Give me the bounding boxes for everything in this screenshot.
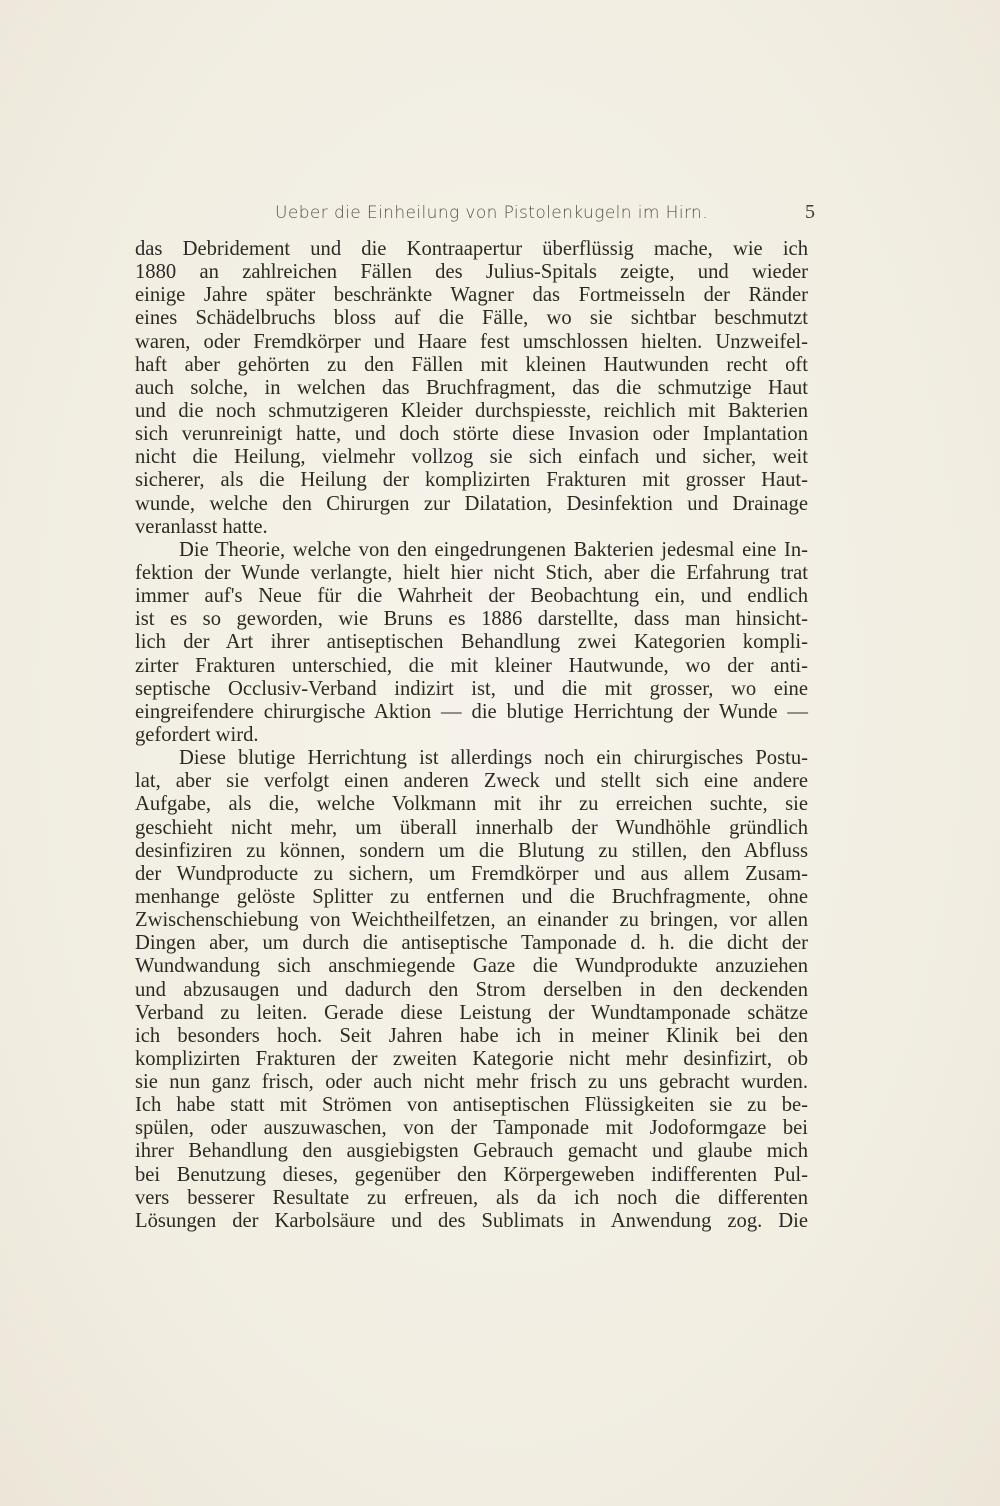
text-line: menhange gelöste Splitter zu entfernen und die Bruchfragmente, ohne	[135, 885, 808, 908]
text-line: Dingen aber, um durch die antiseptische Tamponade d. h. die dicht der	[135, 932, 808, 955]
page-number: 5	[805, 201, 815, 223]
text-line: eingreifendere chirurgische Aktion — die blutige Herrichtung der Wunde —	[135, 700, 808, 723]
text-line: bei Benutzung dieses, gegenüber den Körpergeweben indifferenten Pul-	[135, 1163, 808, 1186]
text-line: geschieht nicht mehr, um überall innerhalb der Wundhöhle gründlich	[135, 816, 808, 839]
text-line: ist es so geworden, wie Bruns es 1886 darstellte, dass man hinsicht-	[135, 608, 808, 631]
text-line: haft aber gehörten zu den Fällen mit kleinen Hautwunden recht oft	[135, 353, 808, 376]
text-line: Lösungen der Karbolsäure und des Sublimats in Anwendung zog. Die	[135, 1209, 808, 1232]
text-line: Zwischenschiebung von Weichtheilfetzen, an einander zu bringen, vor allen	[135, 909, 808, 932]
text-line: und die noch schmutzigeren Kleider durchspiesste, reichlich mit Bakterien	[135, 399, 808, 422]
text-line: sie nun ganz frisch, oder auch nicht mehr frisch zu uns gebracht wurden.	[135, 1071, 808, 1094]
page-header	[135, 203, 815, 227]
text-line: zirter Frakturen unterschied, die mit kleiner Hautwunde, wo der anti-	[135, 654, 808, 677]
text-line: einige Jahre später beschränkte Wagner das Fortmeisseln der Ränder	[135, 284, 808, 307]
text-line: Verband zu leiten. Gerade diese Leistung der Wundtamponade schätze	[135, 1001, 808, 1024]
text-line: lich der Art ihrer antiseptischen Behandlung zwei Kategorien kompli-	[135, 631, 808, 654]
text-line: spülen, oder auszuwaschen, von der Tamponade mit Jodoformgaze bei	[135, 1117, 808, 1140]
text-line: septische Occlusiv-Verband indizirt ist, und die mit grosser, wo eine	[135, 677, 808, 700]
text-line: 1880 an zahlreichen Fällen des Julius-Spitals zeigte, und wieder	[135, 261, 808, 284]
text-line: nicht die Heilung, vielmehr vollzog sie sich einfach und sicher, weit	[135, 446, 808, 469]
text-line: wunde, welche den Chirurgen zur Dilatation, Desinfektion und Drainage	[135, 492, 808, 515]
paragraph	[135, 238, 808, 539]
running-head: Ueber die Einheilung von Pistolenkugeln im Hirn.	[275, 203, 709, 223]
text-line: immer auf's Neue für die Wahrheit der Beobachtung ein, und endlich	[135, 585, 808, 608]
text-line: komplizirten Frakturen der zweiten Kategorie nicht mehr desinfizirt, ob	[135, 1047, 808, 1070]
text-line: sich verunreinigt hatte, und doch störte diese Invasion oder Implantation	[135, 423, 808, 446]
text-line: veranlasst hatte.	[135, 515, 268, 538]
text-line: sicherer, als die Heilung der komplizirten Frakturen mit grosser Haut-	[135, 469, 808, 492]
text-line: vers besserer Resultate zu erfreuen, als da ich noch die differenten	[135, 1186, 808, 1209]
text-line: und abzusaugen und dadurch den Strom derselben in den deckenden	[135, 978, 808, 1001]
text-line: der Wundproducte zu sichern, um Fremdkörper und aus allem Zusam-	[135, 862, 808, 885]
text-line: ich besonders hoch. Seit Jahren habe ich in meiner Klinik bei den	[135, 1024, 808, 1047]
text-line: desinfiziren zu können, sondern um die Blutung zu stillen, den Abfluss	[135, 839, 808, 862]
text-line: das Debridement und die Kontraapertur überflüssig mache, wie ich	[135, 238, 808, 260]
body-text	[135, 238, 808, 1233]
paragraph	[135, 539, 808, 747]
text-line: Die Theorie, welche von den eingedrungenen Bakterien jedesmal eine In-	[179, 538, 808, 561]
text-line: Wundwandung sich anschmiegende Gaze die Wundprodukte anzuziehen	[135, 955, 808, 978]
text-line: waren, oder Fremdkörper und Haare fest umschlossen hielten. Unzweifel-	[135, 330, 808, 353]
text-line: Ich habe statt mit Strömen von antiseptischen Flüssigkeiten sie zu be-	[135, 1094, 808, 1117]
text-line: auch solche, in welchen das Bruchfragment, das die schmutzige Haut	[135, 376, 808, 399]
text-line: Aufgabe, als die, welche Volkmann mit ihr zu erreichen suchte, sie	[135, 793, 808, 816]
text-line: lat, aber sie verfolgt einen anderen Zweck und stellt sich eine andere	[135, 770, 808, 793]
text-line: eines Schädelbruchs bloss auf die Fälle, wo sie sichtbar beschmutzt	[135, 307, 808, 330]
text-line: ihrer Behandlung den ausgiebigsten Gebrauch gemacht und glaube mich	[135, 1140, 808, 1163]
text-line: fektion der Wunde verlangte, hielt hier nicht Stich, aber die Erfahrung trat	[135, 561, 808, 584]
text-line: Diese blutige Herrichtung ist allerdings noch ein chirurgisches Postu-	[179, 747, 808, 770]
text-line: gefordert wird.	[135, 723, 259, 746]
paragraph	[135, 747, 808, 1233]
